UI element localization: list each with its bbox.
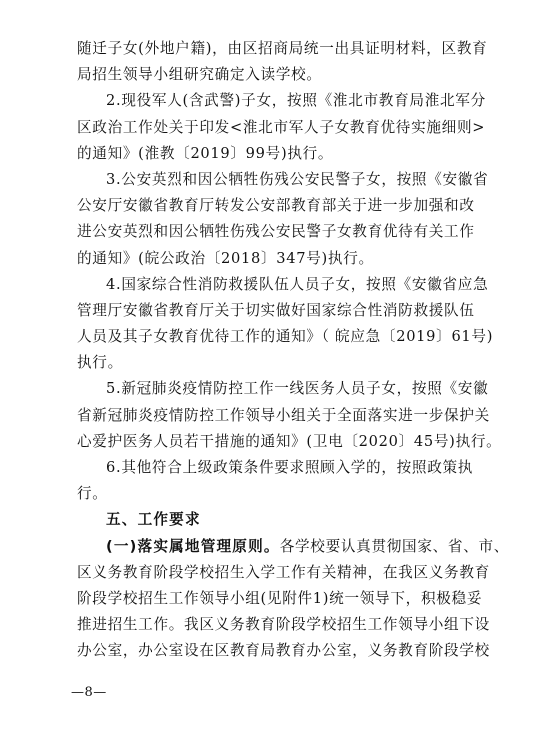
text-line: 推进招生工作。我区义务教育阶段学校招生工作领导小组下设: [77, 616, 490, 634]
text-line: 2.现役军人(含武警)子女，按照《淮北市教育局淮北军分: [106, 92, 486, 110]
page-number: —8—: [71, 685, 107, 700]
text-line: 5.新冠肺炎疫情防控工作一线医务人员子女，按照《安徽: [106, 380, 489, 398]
text-line: 公安厅安徽省教育厅转发公安部教育部关于进一步加强和改: [77, 197, 475, 215]
text-line: 的通知》(皖公政治〔2018〕347号)执行。: [77, 249, 374, 267]
text-line: 3.公安英烈和因公牺牲伤残公安民警子女，按照《安徽省: [106, 170, 489, 188]
text-line: 随迁子女(外地户籍)，由区招商局统一出具证明材料，区教育: [77, 40, 488, 57]
text-line: 办公室，办公室设在区教育局教育办公室，义务教育阶段学校: [77, 642, 490, 660]
text-line: 执行。: [77, 354, 123, 372]
document-body: [77, 36, 510, 665]
text-line: 4.国家综合性消防救援队伍人员子女，按照《安徽省应急: [106, 275, 489, 293]
text-line: 局招生领导小组研究确定入读学校。: [77, 66, 322, 84]
text-line: 区政治工作处关于印发<淮北市军人子女教育优待实施细则>: [77, 118, 486, 136]
text-line: 区义务教育阶段学校招生入学工作有关精神，在我区义务教育: [77, 563, 490, 581]
text-line: 行。: [77, 485, 108, 503]
text-line: 心爱护医务人员若干措施的通知》(卫电〔2020〕45号)执行。: [77, 432, 502, 450]
text-line: 阶段学校招生工作领导小组(见附件1)统一领导下，积极稳妥: [77, 589, 483, 607]
text-span: 各学校要认真贯彻国家、省、市、: [279, 537, 510, 555]
subsection-title: (一)落实属地管理原则。: [106, 537, 280, 555]
text-line: [77, 534, 510, 560]
text-line: 的通知》(淮教〔2019〕99号)执行。: [77, 144, 334, 162]
text-line: 进公安英烈和因公牺牲伤残公安民警子女教育优待有关工作: [77, 223, 475, 241]
section-heading: 五、工作要求: [106, 511, 201, 529]
text-line: 人员及其子女教育优待工作的通知》（ 皖应急〔2019〕61号): [77, 328, 494, 346]
text-line: 管理厅安徽省教育厅关于切实做好国家综合性消防救援队伍: [77, 301, 475, 319]
text-line: 省新冠肺炎疫情防控工作领导小组关于全面落实进一步保护关: [77, 406, 490, 424]
text-line: 6.其他符合上级政策条件要求照顾入学的，按照政策执: [106, 459, 474, 476]
